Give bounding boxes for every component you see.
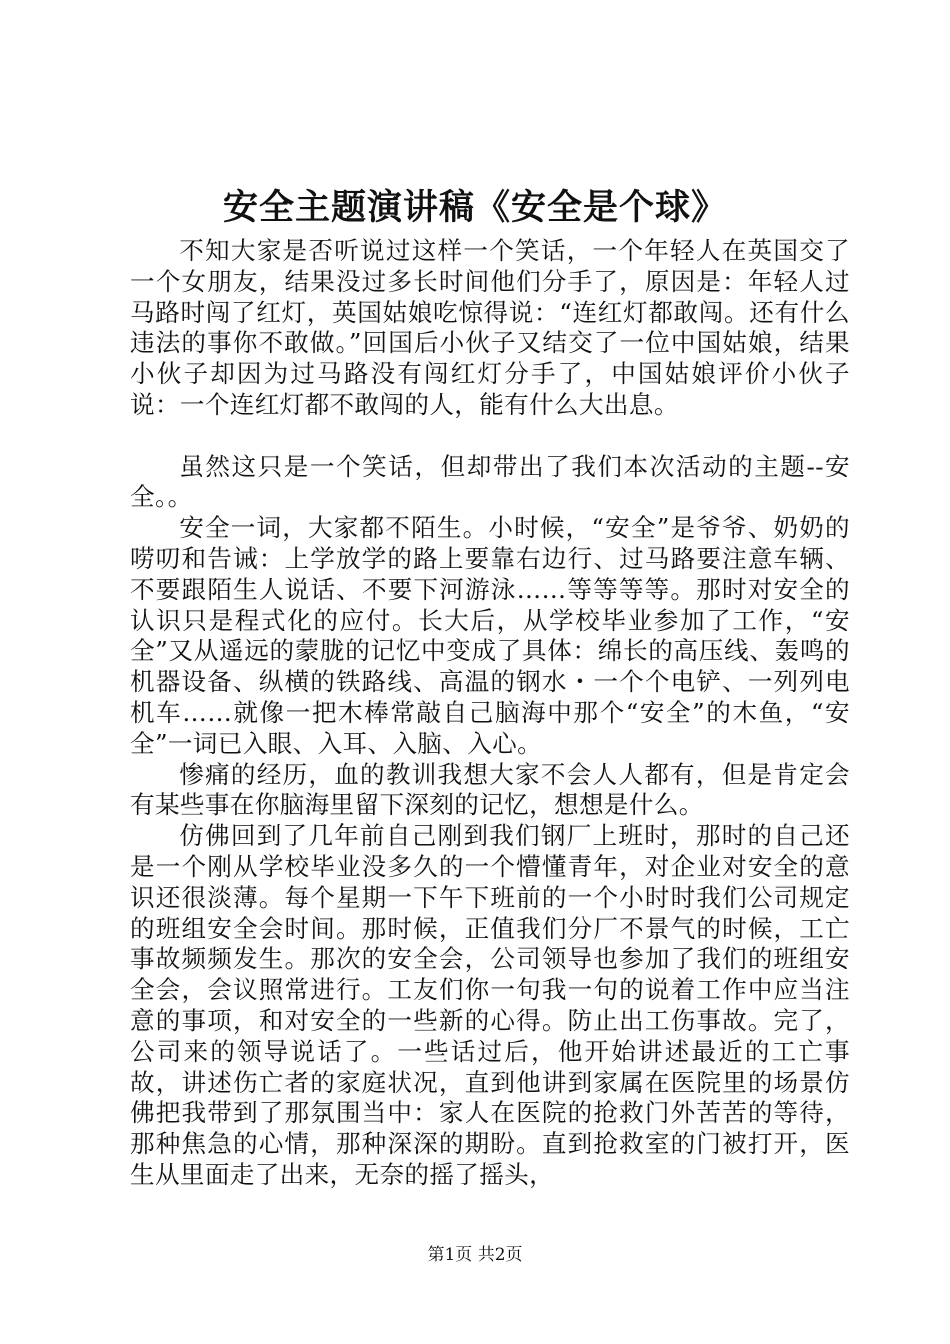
paragraph-safety-word: 安全一词，大家都不陌生。小时候，“安全”是爷爷、奶奶的唠叨和告诫：上学放学的路上要靠右边行、过马路要注意车辆、不要跟陌生人说话、不要下河游泳……等等等等。那时对安全的认识只是程式化的应付。长大后，从学校毕业参加了工作，“安全”又从遥远的蒙胧的记忆中变成了具体：绵长的高压线、轰鸣的机器设备、纵横的铁路线、高温的钢水・一个个电铲、一列列电机车……就像一把木棒常敲自己脑海中那个“安全”的木鱼，“安全”一词已入眼、入耳、入脑、入心。 xyxy=(130,513,850,758)
page-number-footer: 第1页 共2页 xyxy=(427,1245,523,1265)
paragraph-memory: 仿佛回到了几年前自己刚到我们钢厂上班时，那时的自己还是一个刚从学校毕业没多久的一个懵懂青年，对企业对安全的意识还很淡薄。每个星期一下午下班前的一个小时时我们公司规定的班组安全会时间。那时候，正值我们分厂不景气的时候，工亡事故频频发生。那次的安全会，公司领导也参加了我们的班组安全会，会议照常进行。工友们你一句我一句的说着工作中应当注意的事项，和对安全的一些新的心得。防止出工伤事故。完了，公司来的领导说话了。一些话过后，他开始讲述最近的工亡事故，讲述伤亡者的家庭状况，直到他讲到家属在医院里的场景仿佛把我带到了那氛围当中：家人在医院的抢救门外苦苦的等待，那种焦急的心情，那种深深的期盼。直到抢救室的门被打开，医生从里面走了出来，无奈的摇了摇头， xyxy=(130,821,850,1189)
paragraph-theme: 虽然这只是一个笑话，但却带出了我们本次活动的主题--安全。。 xyxy=(130,451,850,512)
document-title: 安全主题演讲稿《安全是个球》 xyxy=(222,187,727,228)
paragraph-spacer xyxy=(130,421,850,452)
paragraph-joke: 不知大家是否听说过这样一个笑话，一个年轻人在英国交了一个女朋友，结果没过多长时间他们分手了，原因是：年轻人过马路时闯了红灯，英国姑娘吃惊得说：“连红灯都敢闯。还有什么违法的事你不敢做。”回国后小伙子又结交了一位中国姑娘，结果小伙子却因为过马路没有闯红灯分手了，中国姑娘评价小伙子说：一个连红灯都不敢闯的人，能有什么大出息。 xyxy=(130,236,850,419)
paragraph-lesson: 惨痛的经历，血的教训我想大家不会人人都有，但是肯定会有某些事在你脑海里留下深刻的记忆，想想是什么。 xyxy=(130,759,850,820)
document-body xyxy=(130,236,850,1191)
